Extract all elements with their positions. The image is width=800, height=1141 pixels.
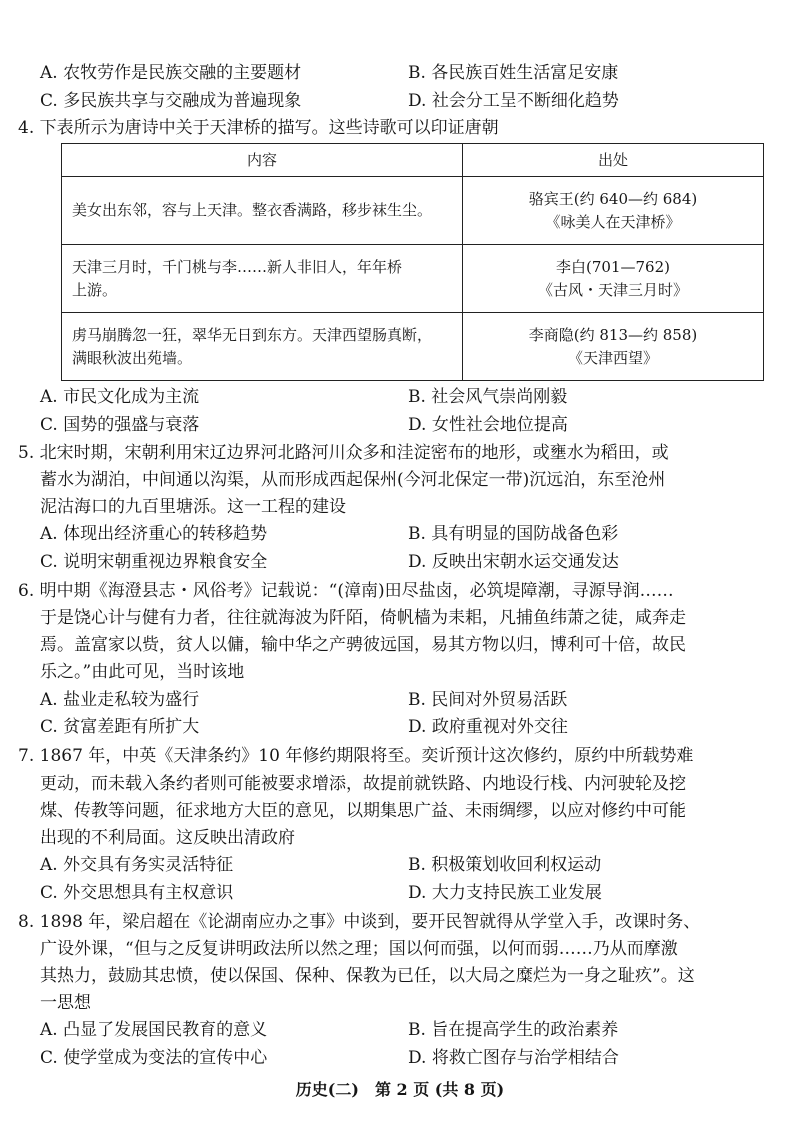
q7-stem-line: 7. 1867 年，中英《天津条约》10 年修约期限将至。奕䜣预计这次修约，原约中所载势难 bbox=[18, 746, 694, 766]
page-footer: 历史(二) 第 2 页 (共 8 页) bbox=[295, 1080, 505, 1099]
q7-option-c: C. 外交思想具有主权意识 bbox=[40, 883, 234, 903]
q6-stem-line: 于是饶心计与健有力者，往往就海波为阡陌，倚帆樯为耒耜，凡捕鱼纬萧之徒，咸奔走 bbox=[40, 608, 686, 628]
q5-option-d: D. 反映出宋朝水运交通发达 bbox=[408, 552, 619, 572]
q6-stem-line: 焉。盖富家以赀，贫人以傭，输中华之产骋彼远国，易其方物以归，博利可十倍，故民 bbox=[40, 635, 686, 655]
table-cell-source: 骆宾王(约 640—约 684) 《咏美人在天津桥》 bbox=[463, 177, 764, 245]
table-cell-content: 美女出东邻，容与上天津。整衣香满路，移步袜生尘。 bbox=[62, 177, 463, 245]
table-cell-source: 李白(701—762) 《古风・天津三月时》 bbox=[463, 245, 764, 313]
q7-option-a: A. 外交具有务实灵活特征 bbox=[40, 855, 234, 875]
q6-option-b: B. 民间对外贸易活跃 bbox=[408, 690, 568, 710]
q7-option-b: B. 积极策划收回利权运动 bbox=[408, 855, 602, 875]
table-row bbox=[62, 177, 764, 245]
q4-option-b: B. 社会风气崇尚刚毅 bbox=[408, 387, 568, 407]
q5-option-a: A. 体现出经济重心的转移趋势 bbox=[40, 524, 268, 544]
table-header-content: 内容 bbox=[62, 144, 463, 177]
table-row bbox=[62, 245, 764, 313]
q7-stem-line: 出现的不利局面。这反映出清政府 bbox=[40, 828, 295, 848]
q3-option-c: C. 多民族共享与交融成为普遍现象 bbox=[40, 91, 302, 111]
q8-option-d: D. 将救亡图存与治学相结合 bbox=[408, 1048, 619, 1068]
table-cell-source: 李商隐(约 813—约 858) 《天津西望》 bbox=[463, 313, 764, 381]
q3-option-d: D. 社会分工呈不断细化趋势 bbox=[408, 91, 619, 111]
q6-stem-line: 乐之。”由此可见，当时该地 bbox=[40, 662, 245, 682]
q7-stem-line: 更动，而未载入条约者则可能被要求增添，故提前就铁路、内地设行栈、内河驶轮及挖 bbox=[40, 774, 686, 794]
poem-source-table bbox=[61, 143, 764, 381]
q6-option-c: C. 贫富差距有所扩大 bbox=[40, 717, 200, 737]
q8-option-c: C. 使学堂成为变法的宣传中心 bbox=[40, 1048, 268, 1068]
table-row bbox=[62, 313, 764, 381]
q8-option-a: A. 凸显了发展国民教育的意义 bbox=[40, 1020, 268, 1040]
q8-option-b: B. 旨在提高学生的政治素养 bbox=[408, 1020, 619, 1040]
q3-option-b: B. 各民族百姓生活富足安康 bbox=[408, 63, 619, 83]
q4-option-a: A. 市民文化成为主流 bbox=[40, 387, 200, 407]
q5-option-b: B. 具有明显的国防战备色彩 bbox=[408, 524, 619, 544]
table-header-source: 出处 bbox=[463, 144, 764, 177]
table-cell-content: 天津三月时，千门桃与李……新人非旧人，年年桥 上游。 bbox=[62, 245, 463, 313]
q7-stem-line: 煤、传教等问题，征求地方大臣的意见，以期集思广益、未雨绸缪，以应对修约中可能 bbox=[40, 801, 686, 821]
q4-option-c: C. 国势的强盛与衰落 bbox=[40, 415, 200, 435]
q8-stem-line: 8. 1898 年，梁启超在《论湖南应办之事》中谈到，要开民智就得从学堂入手，改课时务、 bbox=[18, 912, 701, 932]
q8-stem-line: 一思想 bbox=[40, 993, 91, 1013]
table-header-row bbox=[62, 144, 764, 177]
q6-stem-line: 6. 明中期《海澄县志・风俗考》记载说：“(漳南)田尽盐卤，必筑堤障潮，寻源导润…… bbox=[18, 581, 674, 601]
q3-option-a: A. 农牧劳作是民族交融的主要题材 bbox=[40, 63, 302, 83]
table-cell-content: 虏马崩腾忽一狂，翠华无日到东方。天津西望肠真断， 满眼秋波出苑墙。 bbox=[62, 313, 463, 381]
q4-stem: 4. 下表所示为唐诗中关于天津桥的描写。这些诗歌可以印证唐朝 bbox=[18, 118, 499, 138]
q7-option-d: D. 大力支持民族工业发展 bbox=[408, 883, 602, 903]
q8-stem-line: 其热力，鼓励其忠愤，使以保国、保种、保教为已任，以大局之糜烂为一身之耻疚”。这 bbox=[40, 966, 695, 986]
q5-stem-line: 蓄水为湖泊，中间通以沟渠，从而形成西起保州(今河北保定一带)沉远泊，东至沧州 bbox=[40, 470, 666, 490]
q5-stem-line: 5. 北宋时期，宋朝利用宋辽边界河北路河川众多和洼淀密布的地形，或壅水为稻田，或 bbox=[18, 443, 669, 463]
q4-option-d: D. 女性社会地位提高 bbox=[408, 415, 568, 435]
q6-option-d: D. 政府重视对外交往 bbox=[408, 717, 568, 737]
q6-option-a: A. 盐业走私较为盛行 bbox=[40, 690, 200, 710]
q5-option-c: C. 说明宋朝重视边界粮食安全 bbox=[40, 552, 268, 572]
q5-stem-line: 泥沽海口的九百里塘泺。这一工程的建设 bbox=[40, 497, 346, 517]
q8-stem-line: 广设外课，“但与之反复讲明政法所以然之理；国以何而强，以何而弱……乃从而摩激 bbox=[40, 939, 678, 959]
